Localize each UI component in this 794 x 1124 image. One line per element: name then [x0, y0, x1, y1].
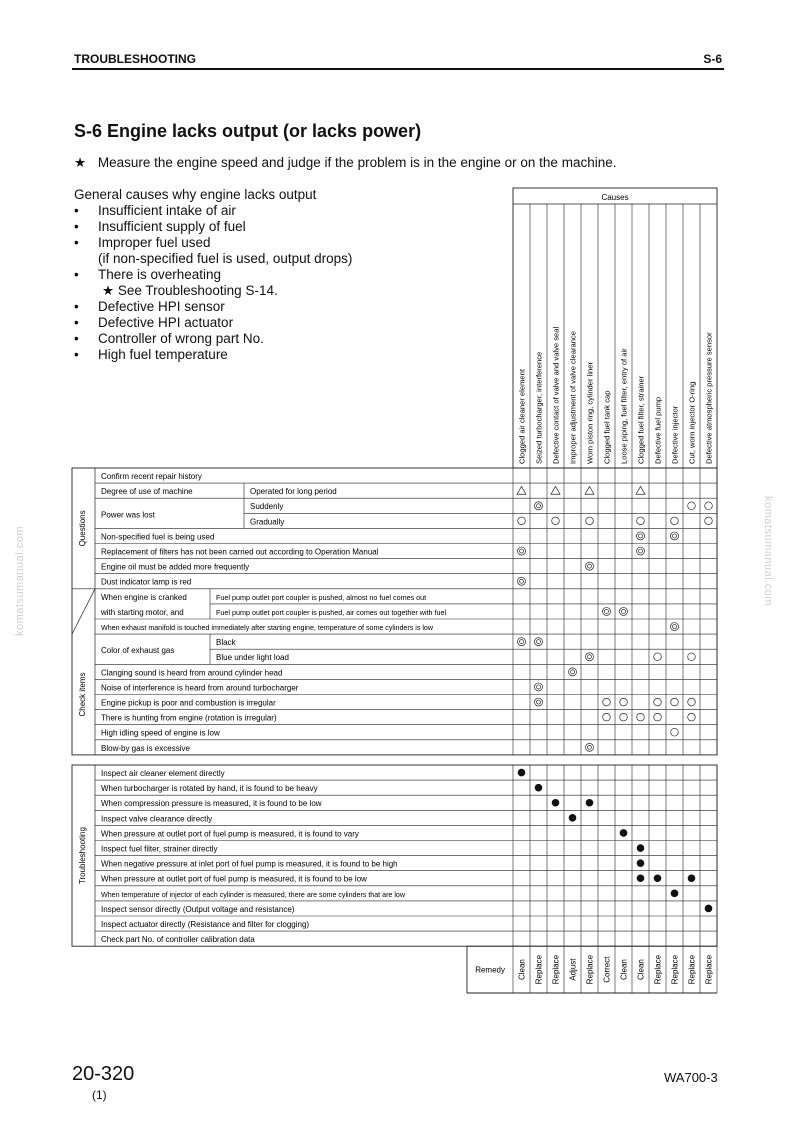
- mark-cir: [654, 698, 662, 706]
- mark-tri: [585, 486, 594, 494]
- causes-label: Causes: [601, 193, 629, 202]
- row-label: with starting motor, and: [101, 607, 184, 617]
- bullet: •: [74, 203, 79, 218]
- mark-dot: [671, 890, 679, 898]
- model-number: WA700-3: [664, 1070, 718, 1085]
- mark-dbl-inner: [571, 670, 575, 674]
- general-cause-text: Defective HPI sensor: [98, 299, 225, 314]
- watermark-right: komatsumanual.com: [762, 496, 774, 606]
- mark-dbl-inner: [588, 745, 592, 749]
- general-cause-text: ★ See Troubleshooting S-14.: [102, 283, 278, 298]
- cause-label-7: Loose piping, fuel filter, entry of air: [619, 348, 629, 464]
- row-label: Inspect sensor directly (Output voltage and resistance): [101, 904, 295, 914]
- bullet: •: [74, 299, 79, 314]
- mark-dot: [654, 874, 662, 882]
- row-label: When compression pressure is measured, it is found to be low: [101, 799, 322, 809]
- note-text: Measure the engine speed and judge if the problem is in the engine or on the machine.: [97, 155, 617, 170]
- mark-cir: [671, 517, 679, 525]
- mark-dbl-inner: [673, 534, 677, 538]
- revision: (1): [92, 1088, 107, 1102]
- general-cause-text: (if non-specified fuel is used, output drops): [98, 251, 353, 266]
- row-label: There is hunting from engine (rotation is irregular): [101, 713, 277, 723]
- row-label: Noise of interference is heard from around turbocharger: [101, 683, 299, 693]
- remedy-10: Replace: [670, 954, 680, 985]
- remedy-4: Adjust: [568, 958, 578, 981]
- mark-dbl: [569, 668, 577, 676]
- watermark-left: komatsumanual.com: [14, 526, 26, 636]
- group-split-diagonal: [72, 589, 95, 634]
- mark-cir: [603, 698, 611, 706]
- mark-dbl: [637, 547, 645, 555]
- mark-cir: [603, 713, 611, 721]
- mark-cir: [705, 517, 713, 525]
- row-sub-label: Gradually: [250, 517, 285, 527]
- mark-dbl-inner: [520, 549, 524, 553]
- row-label: Power was lost: [101, 510, 155, 520]
- bullet: •: [74, 347, 79, 362]
- row-label: Non-specified fuel is being used: [101, 532, 215, 542]
- mark-cir: [620, 713, 628, 721]
- mark-cir: [637, 713, 645, 721]
- mark-dot: [637, 874, 645, 882]
- row-label: When pressure at outlet port of fuel pump is measured, it is found to vary: [101, 829, 359, 839]
- row-label: Inspect valve clearance directly: [101, 814, 213, 824]
- cause-label-3: Defective contact of valve and valve seal: [551, 326, 561, 464]
- cause-label-5: Worn piston ring, cylinder liner: [585, 362, 595, 464]
- mark-dbl: [671, 532, 679, 540]
- row-label: Engine pickup is poor and combustion is irregular: [101, 698, 276, 708]
- mark-dbl-inner: [537, 640, 541, 644]
- general-cause-text: Controller of wrong part No.: [98, 331, 264, 346]
- row-sub-label: Fuel pump outlet port coupler is pushed, almost no fuel comes out: [216, 592, 427, 602]
- mark-dot: [705, 905, 713, 913]
- mark-dbl-inner: [520, 579, 524, 583]
- cause-label-9: Defective fuel pump: [653, 396, 663, 464]
- row-label: Color of exhaust gas: [101, 646, 175, 656]
- mark-dbl: [586, 653, 594, 661]
- mark-dbl: [518, 577, 526, 585]
- row-label: When negative pressure at inlet port of fuel pump is measured, it is found to be high: [101, 859, 398, 869]
- row-label: Inspect fuel filter, strainer directly: [101, 844, 218, 854]
- mark-dbl-inner: [605, 609, 609, 613]
- mark-dbl: [535, 683, 543, 691]
- mark-dbl: [535, 502, 543, 510]
- row-label: When pressure at outlet port of fuel pump is measured, it is found to be low: [101, 874, 367, 884]
- mark-dot: [620, 829, 628, 837]
- cause-label-10: Defective injector: [670, 405, 680, 464]
- mark-cir: [620, 698, 628, 706]
- mark-dbl-inner: [588, 655, 592, 659]
- mark-dbl: [518, 547, 526, 555]
- group-label-check-items: Check items: [78, 672, 87, 717]
- mark-dbl: [671, 623, 679, 631]
- star-icon: ★: [74, 155, 87, 170]
- mark-dbl-inner: [588, 564, 592, 568]
- mark-dbl-inner: [622, 609, 626, 613]
- row-label: When turbocharger is rotated by hand, it is found to be heavy: [101, 784, 318, 794]
- mark-dbl: [637, 532, 645, 540]
- bullet: •: [74, 315, 79, 330]
- mark-cir: [688, 713, 696, 721]
- group-label-troubleshooting: Troubleshooting: [78, 827, 87, 885]
- mark-tri: [551, 486, 560, 494]
- mark-cir: [586, 517, 594, 525]
- row-sub-label: Blue under light load: [216, 653, 289, 663]
- row-label: When engine is cranked: [101, 592, 187, 602]
- mark-dbl-inner: [639, 549, 643, 553]
- row-sub-label: Operated for long period: [250, 487, 337, 497]
- row-sub-label: Fuel pump outlet port coupler is pushed, air comes out together with fuel: [216, 607, 447, 617]
- mark-dbl-inner: [639, 534, 643, 538]
- row-label: When exhaust manifold is touched immediately after starting engine, temperature of some cylinders is low: [101, 624, 433, 632]
- row-label: Clanging sound is heard from around cylinder head: [101, 668, 283, 678]
- general-cause-text: There is overheating: [98, 267, 222, 282]
- mark-dbl-inner: [537, 685, 541, 689]
- remedy-11: Replace: [687, 954, 697, 985]
- cause-label-2: Seized turbocharger, interference: [534, 351, 544, 464]
- remedy-6: Correct: [602, 956, 612, 983]
- mark-dbl: [586, 743, 594, 751]
- remedy-label: Remedy: [475, 965, 505, 975]
- mark-dot: [637, 844, 645, 852]
- page-title: S-6 Engine lacks output (or lacks power): [74, 121, 422, 141]
- row-sub-label: Black: [216, 638, 236, 648]
- general-cause-text: Insufficient intake of air: [98, 203, 236, 218]
- row-label: Confirm recent repair history: [101, 472, 202, 481]
- general-cause-text: Defective HPI actuator: [98, 315, 234, 330]
- mark-dot: [569, 814, 577, 822]
- mark-cir: [688, 502, 696, 510]
- mark-cir: [671, 728, 679, 736]
- mark-dot: [535, 784, 543, 792]
- mark-tri: [517, 486, 526, 494]
- row-label: Degree of use of machine: [101, 487, 193, 497]
- remedy-9: Replace: [653, 954, 663, 985]
- remedy-12: Replace: [704, 954, 714, 985]
- bullet: •: [74, 331, 79, 346]
- mark-dbl-inner: [673, 625, 677, 629]
- mark-cir: [705, 502, 713, 510]
- cause-label-6: Clogged fuel tank cap: [602, 390, 612, 464]
- section-header: TROUBLESHOOTING: [74, 52, 196, 66]
- section-code: S-6: [703, 52, 722, 66]
- mark-dot: [688, 874, 696, 882]
- page-number: 20-320: [72, 1063, 135, 1085]
- row-label: Replacement of filters has not been carried out according to Operation Manual: [101, 547, 379, 557]
- row-label: Blow-by gas is excessive: [101, 743, 190, 753]
- row-label: Inspect actuator directly (Resistance and filter for clogging): [101, 920, 310, 929]
- mark-dbl-inner: [537, 504, 541, 508]
- remedy-3: Replace: [551, 954, 561, 985]
- general-cause-text: Improper fuel used: [98, 235, 211, 250]
- mark-cir: [518, 517, 526, 525]
- mark-dot: [586, 799, 594, 807]
- mark-cir: [654, 653, 662, 661]
- row-label: When temperature of injector of each cylinder is measured, there are some cylinders that are low: [101, 890, 405, 899]
- mark-dbl-inner: [520, 640, 524, 644]
- bullet: •: [74, 219, 79, 234]
- row-label: High idling speed of engine is low: [101, 728, 220, 738]
- remedy-7: Clean: [619, 959, 629, 981]
- mark-dbl: [586, 562, 594, 570]
- row-label: Check part No. of controller calibration data: [101, 935, 255, 945]
- mark-dot: [518, 769, 526, 777]
- remedy-5: Replace: [585, 954, 595, 985]
- cause-label-11: Cut, worn injector O-ring: [687, 381, 697, 464]
- mark-dbl: [603, 607, 611, 615]
- mark-cir: [671, 698, 679, 706]
- mark-dbl: [535, 638, 543, 646]
- cause-label-1: Clogged air cleaner element: [517, 369, 527, 464]
- remedy-8: Clean: [636, 959, 646, 981]
- mark-dbl: [620, 607, 628, 615]
- row-label: Dust indicator lamp is red: [101, 577, 192, 587]
- remedy-2: Replace: [534, 954, 544, 985]
- mark-cir: [637, 517, 645, 525]
- mark-tri: [636, 486, 645, 494]
- mark-dbl: [535, 698, 543, 706]
- mark-dot: [552, 799, 560, 807]
- row-sub-label: Suddenly: [250, 502, 284, 512]
- mark-cir: [552, 517, 560, 525]
- general-causes-heading: General causes why engine lacks output: [74, 187, 317, 202]
- mark-cir: [688, 653, 696, 661]
- remedy-1: Clean: [517, 959, 527, 981]
- mark-cir: [654, 713, 662, 721]
- general-cause-text: Insufficient supply of fuel: [98, 219, 246, 234]
- row-label: Inspect air cleaner element directly: [101, 769, 225, 778]
- mark-cir: [688, 698, 696, 706]
- cause-label-4: Improper adjustment of valve clearance: [568, 331, 578, 464]
- general-cause-text: High fuel temperature: [98, 347, 228, 362]
- row-label: Engine oil must be added more frequently: [101, 562, 250, 572]
- bullet: •: [74, 267, 79, 282]
- cause-label-8: Clogged fuel filter, strainer: [636, 375, 646, 464]
- mark-dbl: [518, 638, 526, 646]
- group-label-questions: Questions: [78, 510, 87, 547]
- mark-dbl-inner: [537, 700, 541, 704]
- cause-label-12: Defective atmospheric pressure sensor: [704, 332, 714, 464]
- bullet: •: [74, 235, 79, 250]
- mark-dot: [637, 859, 645, 867]
